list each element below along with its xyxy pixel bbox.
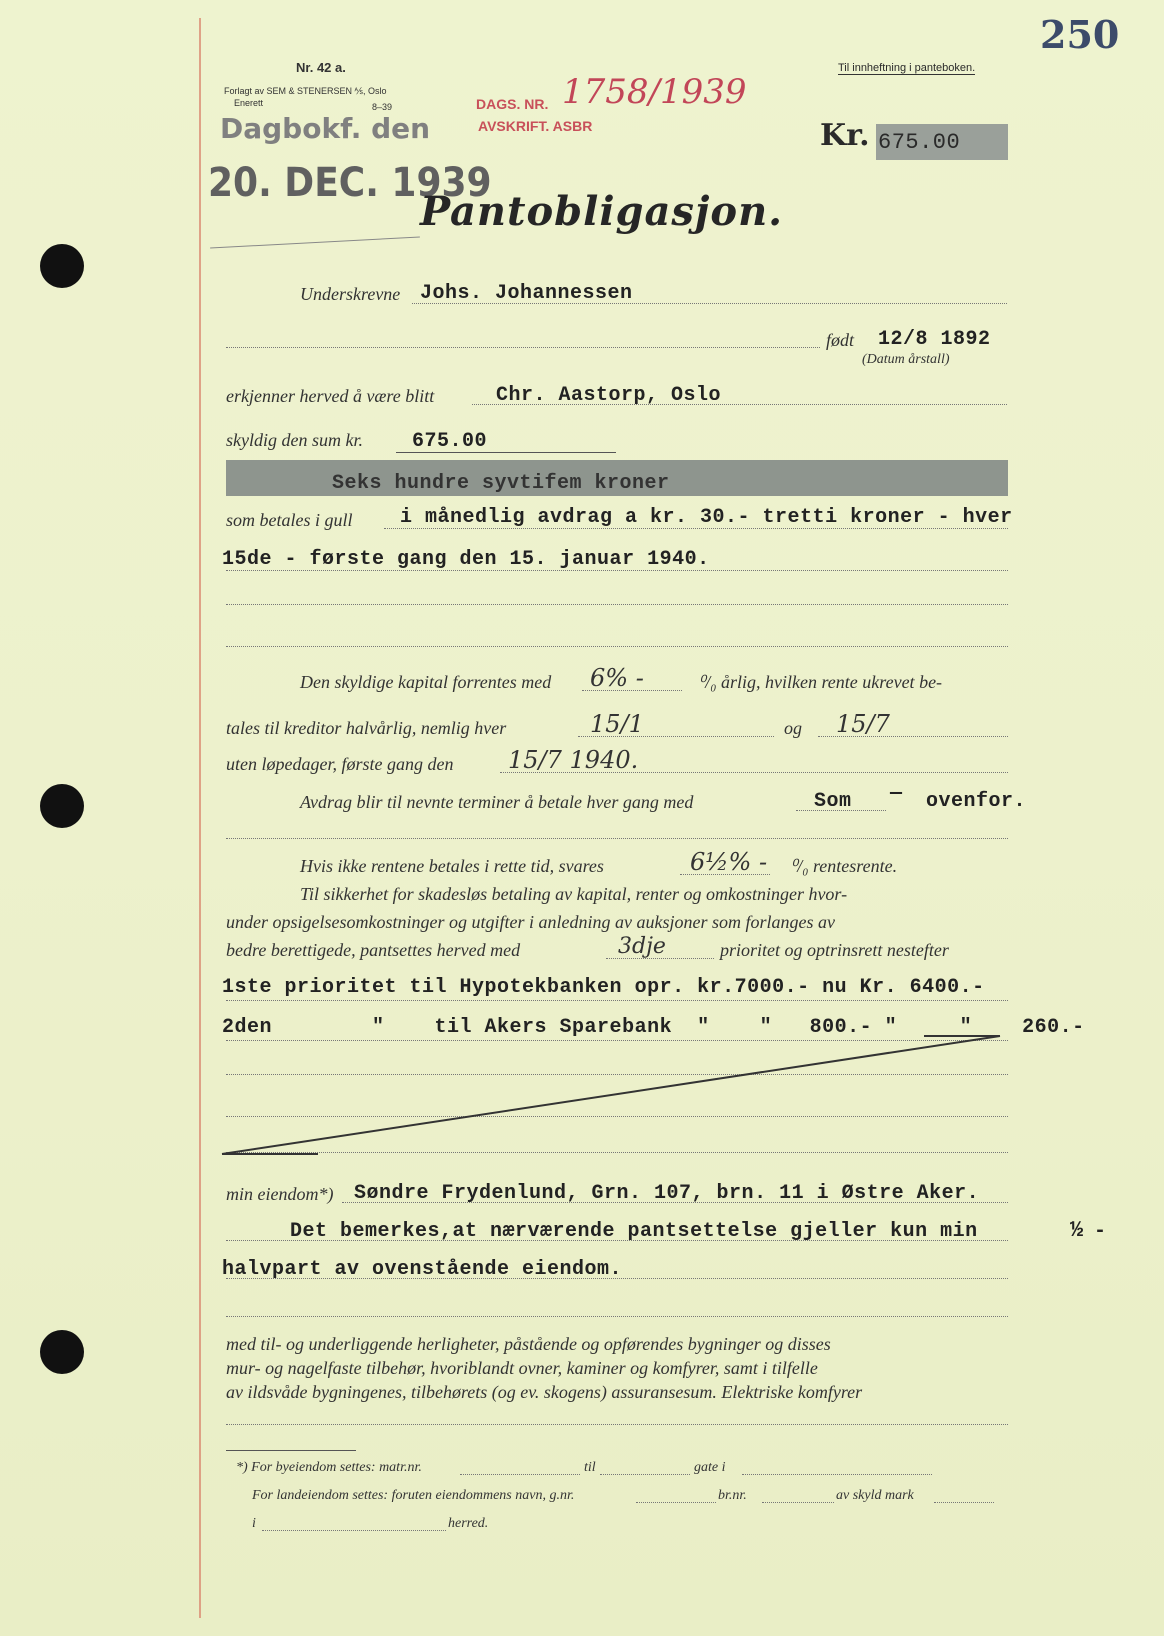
datum-hint: (Datum årstall) [862, 352, 950, 367]
dags-nr-handwritten: 1758/1939 [562, 72, 747, 112]
sum-in-words: Seks hundre syvtifem kroner [332, 472, 670, 495]
dotted-line [934, 1502, 994, 1503]
born-date: 12/8 1892 [878, 328, 991, 351]
undersigned-label: Underskrevne [300, 284, 401, 304]
dagbokf-stamp-date: 20. DEC. 1939 [208, 160, 492, 206]
property-note-dash: - [1094, 1220, 1107, 1243]
footnote-1b: til [584, 1460, 596, 1475]
payment-label: som betales i gull [226, 510, 353, 530]
footnote-2c: av skyld mark [836, 1488, 914, 1503]
dotted-line [636, 1502, 716, 1503]
security-line-3a: bedre berettigede, pantsettes herved med [226, 940, 521, 960]
interest-text-3a: uten løpedager, første gang den [226, 754, 454, 774]
interest-text-2a: tales til kreditor halvårlig, nemlig hver [226, 718, 507, 738]
payment-terms-line1: i månedlig avdrag a kr. 30.- tretti kroner - hver [400, 506, 1013, 529]
amount-value: 675.00 [878, 130, 961, 155]
installment-value-2: ovenfor. [926, 790, 1027, 813]
publisher-line: Forlagt av SEM & STENERSEN ⅍, Oslo [224, 86, 387, 96]
property-note-1: Det bemerkes,at nærværende pantsettelse gjeller kun min [290, 1220, 978, 1243]
dagbokf-stamp-label: Dagbokf. den [220, 112, 431, 145]
dotted-line [762, 1502, 834, 1503]
interest-og: og [784, 718, 802, 738]
footnote-2a: For landeiendom settes: foruten eiendommens navn, g.nr. [252, 1488, 575, 1503]
installment-label: Avdrag blir til nevnte terminer å betale hver gang med [300, 792, 694, 812]
undersigned-name: Johs. Johannessen [420, 282, 633, 305]
security-line-1: Til sikkerhet for skadesløs betaling av kapital, renter og omkostninger hvor- [300, 884, 848, 904]
dotted-line [226, 1424, 1008, 1425]
clause-line-2: mur- og nagelfaste tilbehør, hvoriblandt ovner, kaminer og komfyrer, samt i tilfelle [226, 1358, 818, 1378]
dotted-line [600, 1474, 690, 1475]
dotted-line [342, 1202, 1008, 1203]
amount-label: Kr. [820, 118, 870, 153]
interest-text-1a: Den skyldige kapital forrentes med [300, 672, 552, 692]
acknowledge-label: erkjenner herved å være blitt [226, 386, 435, 406]
prior-mortgage-2: 2den " til Akers Sparebank " " 800.- " " 260.- [222, 1016, 1085, 1039]
dotted-line [742, 1474, 932, 1475]
dotted-line [226, 1316, 1008, 1317]
property-note-2: halvpart av ovenstående eiendom. [222, 1258, 623, 1281]
owed-label: skyldig den sum kr. [226, 430, 363, 450]
clause-line-1: med til- og underliggende herligheter, påstående og opførendes bygninger og disses [226, 1334, 831, 1354]
creditor-name: Chr. Aastorp, Oslo [496, 384, 722, 407]
interest-rate: 6% - [590, 664, 644, 692]
first-interest-date: 15/7 1940. [508, 746, 639, 774]
footnote-3a: i [252, 1516, 256, 1531]
page-number: 250 [1040, 12, 1120, 57]
dags-nr-label: DAGS. NR. [476, 96, 549, 112]
security-line-3b: prioritet og optrinsrett nestefter [720, 940, 949, 960]
binding-note: Til innheftning i panteboken. [838, 62, 976, 74]
interest-date-2: 15/7 [836, 710, 890, 738]
born-label: født [826, 330, 855, 350]
installment-value-1: Som [814, 790, 852, 813]
interest-text-1b: ⁰/₀ årlig, hvilken rente ukrevet be- [698, 672, 943, 692]
owed-amount: 675.00 [412, 430, 488, 453]
security-line-2: under opsigelsesomkostninger og utgifter i anledning av auksjoner som forlanges av [226, 912, 835, 932]
dotted-line [262, 1530, 446, 1531]
dotted-line [460, 1474, 580, 1475]
avskrift-stamp: AVSKRIFT. ASBR [478, 118, 593, 134]
penalty-text-a: Hvis ikke rentene betales i rette tid, svares [300, 856, 604, 876]
property-note-fraction: ½ [1070, 1218, 1084, 1243]
priority-value: 3dje [618, 934, 666, 959]
penalty-rate: 6½% - [690, 848, 768, 876]
interest-date-1: 15/1 [590, 710, 644, 738]
publisher-date: 8–39 [372, 102, 393, 112]
footnote-2b: br.nr. [718, 1488, 747, 1503]
footnote-1c: gate i [694, 1460, 726, 1475]
property-label: min eiendom*) [226, 1184, 334, 1204]
prior-mortgage-1: 1ste prioritet til Hypotekbanken opr. kr.7000.- nu Kr. 6400.- [222, 976, 985, 999]
footnote-rule [226, 1450, 356, 1451]
publisher-enerett: Enerett [234, 98, 264, 108]
penalty-text-b: ⁰/₀ rentesrente. [790, 856, 898, 876]
payment-terms-line2: 15de - første gang den 15. januar 1940. [222, 548, 710, 571]
installment-dash: — [890, 782, 903, 805]
property-description: Søndre Frydenlund, Grn. 107, brn. 11 i Østre Aker. [354, 1182, 980, 1205]
form-number: Nr. 42 a. [296, 60, 346, 75]
footnote-3b: herred. [448, 1516, 489, 1531]
document-title: Pantobligasjon. [420, 188, 784, 235]
dotted-line [226, 1278, 1008, 1279]
dotted-line [226, 1240, 1008, 1241]
footnote-1a: *) For byeiendom settes: matr.nr. [236, 1460, 422, 1475]
clause-line-3: av ildsvåde bygningenes, tilbehørets (og ev. skogens) assuransesum. Elektriske komfyrer [226, 1382, 863, 1402]
